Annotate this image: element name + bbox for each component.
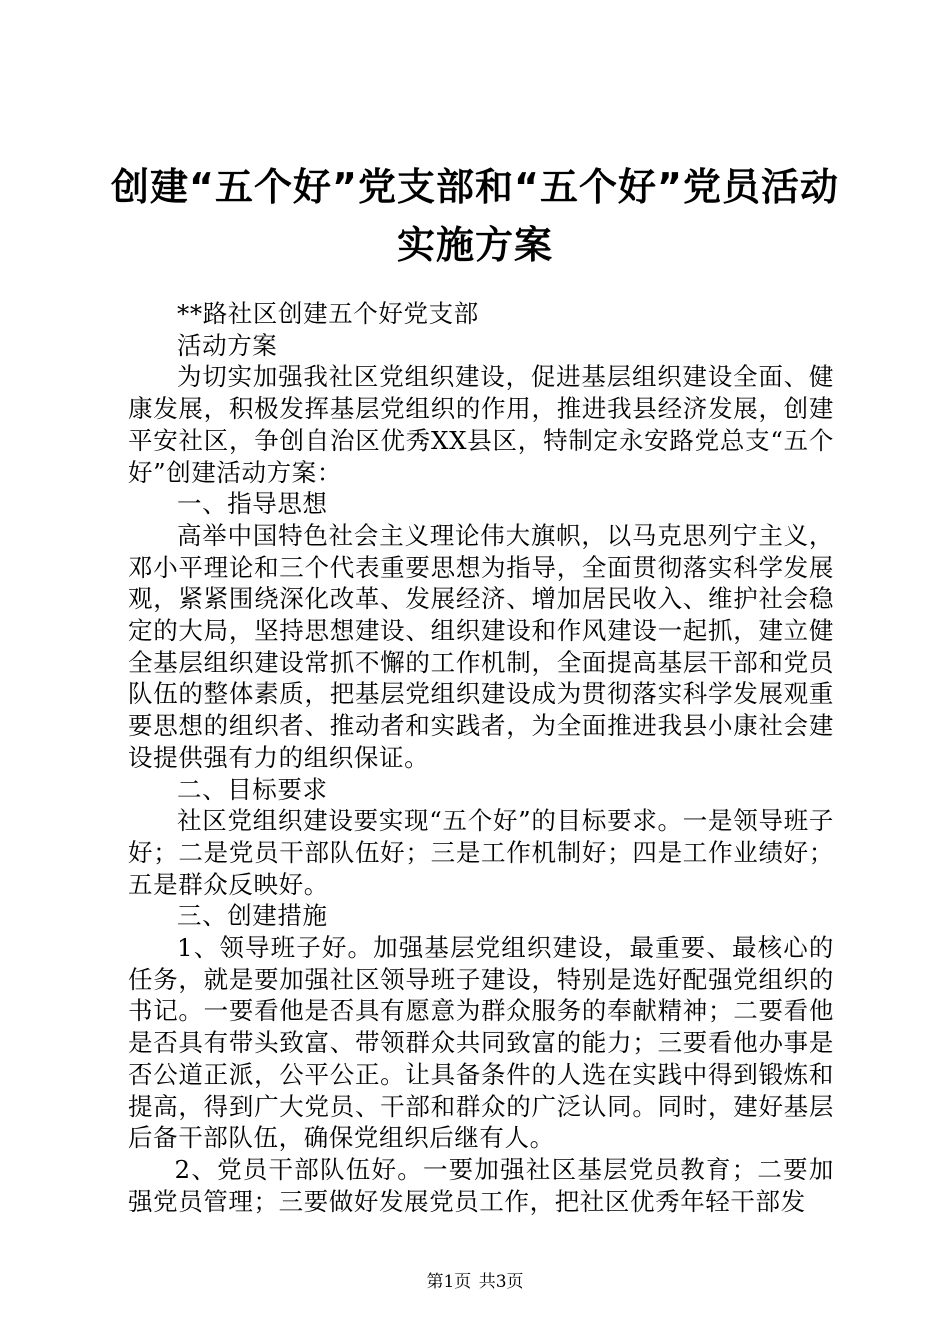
page-footer [0, 1272, 950, 1292]
document-title [110, 158, 840, 274]
paragraph-guiding-thought: 高举中国特色社会主义理论伟大旗帜，以马克思列宁主义，邓小平理论和三个代表重要思想为指导，全面贯彻落实科学发展观，紧紧围绕深化改革、发展经济、增加居民收入、维护社会稳定的大局，坚持思想建设、组织建设和作风建设一起抓，建立健全基层组织建设常抓不懈的工作机制，全面提高基层干部和党员队伍的整体素质，把基层党组织建设成为贯彻落实科学发展观重要思想的组织者、推动者和实践者，为全面推进我县小康社会建设提供强有力的组织保证。 [128, 520, 834, 772]
document-body [128, 298, 834, 1217]
paragraph-intro: 为切实加强我社区党组织建设，促进基层组织建设全面、健康发展，积极发挥基层党组织的作用，推进我县经济发展，创建平安社区，争创自治区优秀XX县区，特制定永安路党总支“五个好”创建活动方案： [128, 362, 834, 487]
page-total: 共3页 [478, 1272, 524, 1292]
paragraph-measure-2: 2、党员干部队伍好。一要加强社区基层党员教育；二要加强党员管理；三要做好发展党员工作，把社区优秀年轻干部发 [128, 1154, 834, 1216]
page-number: 第1页 [426, 1272, 472, 1292]
paragraph-goals: 社区党组织建设要实现“五个好”的目标要求。一是领导班子好；二是党员干部队伍好；三是工作机制好；四是工作业绩好；五是群众反映好。 [128, 806, 834, 899]
paragraph-org-heading: **路社区创建五个好党支部 [177, 299, 479, 328]
title-line-2: 实施方案 [396, 223, 553, 267]
title-line-1: 创建“五个好”党支部和“五个好”党员活动 [111, 165, 839, 209]
paragraph-plan-heading: 活动方案 [177, 330, 278, 360]
section-heading-guiding-thought: 一、指导思想 [177, 489, 328, 519]
paragraph-measure-1: 1、领导班子好。加强基层党组织建设，最重要、最核心的任务，就是要加强社区领导班子建设，特别是选好配强党组织的书记。一要看他是否具有愿意为群众服务的奉献精神；二要看他是否具有带头致富、带领群众共同致富的能力；三要看他办事是否公道正派，公平公正。让具备条件的人选在实践中得到锻炼和提高，得到广大党员、干部和群众的广泛认同。同时，建好基层后备干部队伍，确保党组织后继有人。 [128, 933, 834, 1153]
section-heading-measures: 三、创建措施 [177, 901, 328, 931]
section-heading-goals: 二、目标要求 [177, 774, 328, 804]
